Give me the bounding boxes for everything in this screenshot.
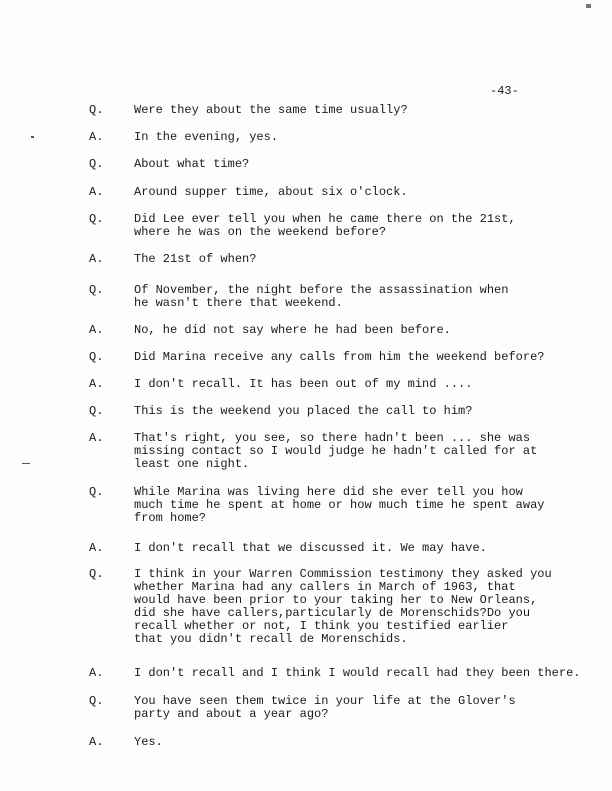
exchange-text: Were they about the same time usually? — [134, 103, 408, 117]
exchange-text: This is the weekend you placed the call to him? — [134, 404, 473, 418]
exchange-text: You have seen them twice in your life at the Glover's party and about a year ago? — [134, 694, 516, 721]
speaker-label: Q. — [89, 103, 104, 117]
speaker-label: A. — [89, 130, 104, 144]
exchange-text: I think in your Warren Commission testimony they asked you whether Marina had any callers in March of 1963, that would have been prior to your taking her to New Orleans, did she have callers,particularly de Morenschids?Do you recall whether or not, I think you testified earlier that you didn't recall de Morenschids. — [134, 567, 552, 646]
scan-speck — [31, 136, 34, 138]
scan-speck — [22, 463, 30, 464]
exchange-text: I don't recall. It has been out of my mind .... — [134, 377, 473, 391]
speaker-label: Q. — [89, 212, 104, 226]
exchange-text: Did Lee ever tell you when he came there on the 21st, where he was on the weekend before? — [134, 212, 516, 239]
speaker-label: Q. — [89, 350, 104, 364]
speaker-label: A. — [89, 377, 104, 391]
speaker-label: Q. — [89, 157, 104, 171]
speaker-label: A. — [89, 185, 104, 199]
exchange-text: Did Marina receive any calls from him the weekend before? — [134, 350, 545, 364]
exchange-text: I don't recall that we discussed it. We may have. — [134, 541, 487, 555]
exchange-text: The 21st of when? — [134, 252, 257, 266]
exchange-text: I don't recall and I think I would recall had they been there. — [134, 666, 581, 680]
speaker-label: A. — [89, 735, 104, 749]
page-number: -43- — [490, 84, 519, 98]
exchange-text: No, he did not say where he had been before. — [134, 323, 451, 337]
exchange-text: Yes. — [134, 735, 163, 749]
speaker-label: Q. — [89, 567, 104, 581]
exchange-text: That's right, you see, so there hadn't been ... she was missing contact so I would judge he hadn't called for at least one night. — [134, 431, 538, 471]
speaker-label: Q. — [89, 694, 104, 708]
speaker-label: Q. — [89, 485, 104, 499]
exchange-text: In the evening, yes. — [134, 130, 279, 144]
speaker-label: A. — [89, 541, 104, 555]
speaker-label: A. — [89, 323, 104, 337]
speaker-label: A. — [89, 666, 104, 680]
speaker-label: A. — [89, 252, 104, 266]
exchange-text: Of November, the night before the assassination when he wasn't there that weekend. — [134, 283, 509, 310]
scan-speck — [586, 4, 591, 8]
speaker-label: A. — [89, 431, 104, 445]
exchange-text: Around supper time, about six o'clock. — [134, 185, 408, 199]
exchange-text: About what time? — [134, 157, 250, 171]
speaker-label: Q. — [89, 404, 104, 418]
speaker-label: Q. — [89, 283, 104, 297]
exchange-text: While Marina was living here did she ever tell you how much time he spent at home or how much time he spent away from home? — [134, 485, 545, 525]
